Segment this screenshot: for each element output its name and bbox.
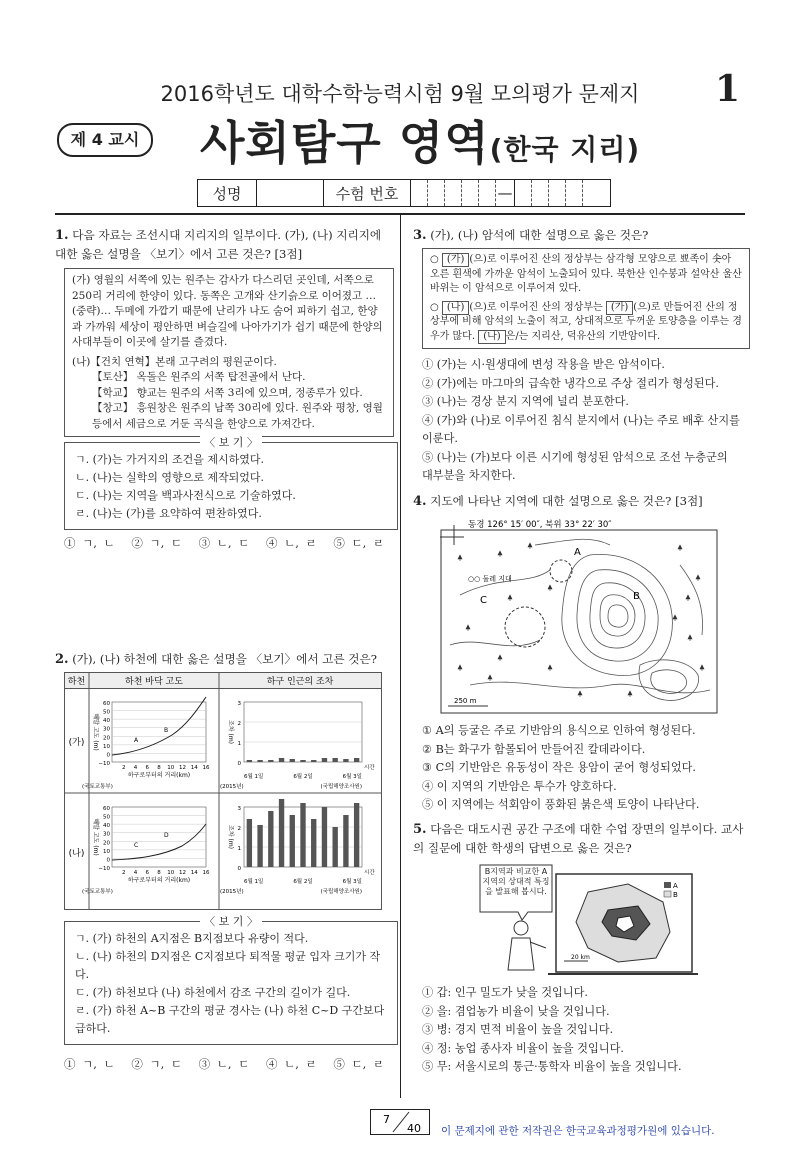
q2-tide-bar (354, 803, 359, 867)
q5-bubble: B지역과 비교한 A지역의 상대적 특징을 발표해 봅시다. (482, 867, 550, 896)
q2-tide-bar (247, 760, 252, 762)
q2-tide-date: 6월 3일 (342, 879, 362, 885)
q2-tide-ytick: 1 (237, 741, 241, 747)
q2-tide-date: 6월 1일 (244, 879, 264, 885)
q2-point-label: D (164, 832, 169, 839)
q3-option-2[interactable]: ② (가)에는 마그마의 급속한 냉각으로 주상 절리가 형성된다. (422, 376, 719, 390)
q2-source-left: (국토교통부) (82, 889, 113, 895)
q4-options (422, 722, 740, 815)
q2-profile-ytick: 40 (103, 823, 110, 830)
q2-tide-ytick: 1 (237, 846, 241, 852)
q2-profile-xtick: 10 (167, 870, 175, 876)
q2-number: 2. (55, 652, 69, 667)
q4-option-2[interactable]: ② B는 화구가 함몰되어 만들어진 칼데라이다. (422, 742, 646, 756)
q2-profile-xtick: 10 (167, 765, 175, 771)
q3-tag-ga: (가) (442, 253, 469, 267)
q3-stem-block (413, 226, 745, 245)
page-number: 1 (714, 68, 740, 110)
q1-bogi-item: ㄴ. (나)는 실학의 영향으로 제작되었다. (75, 471, 264, 484)
q1-bogi-item: ㄷ. (나)는 지역을 백과사전식으로 기술하였다. (75, 489, 296, 502)
exam-title: 2016학년도 대학수학능력시험 9월 모의평가 문제지 (160, 82, 640, 106)
q5-options (422, 984, 740, 1077)
q5-option-4[interactable]: ④ 정: 농업 종사자 비율이 높을 것입니다. (422, 1041, 624, 1055)
q2-tide-bar (290, 759, 295, 762)
q2-tide-date: 6월 2일 (293, 774, 313, 780)
q2-river-figure (64, 672, 382, 910)
q2-tide-bar (279, 799, 284, 867)
q4-topographic-map (440, 515, 718, 715)
q2-profile-line (112, 824, 206, 860)
q2-profile-ytick: 50 (103, 709, 110, 716)
q2-tide-ytick: 3 (237, 806, 241, 812)
column-divider (400, 213, 401, 1098)
q4-stem: 지도에 나타난 지역에 대한 설명으로 옳은 것은? [3점] (430, 494, 703, 508)
q2-profile-xtick: 2 (122, 765, 126, 771)
q2-tide-xlabel: 시간 (364, 765, 375, 771)
q2-bogi-box (64, 915, 398, 1045)
q2-tide-bar (290, 815, 295, 867)
name-exam-number-box (197, 179, 611, 207)
q2-tide-bar (354, 758, 359, 762)
q3-tag-ga-2: (가) (606, 301, 633, 315)
q1-box-na-title: (나)【건치 연혁】본래 고구려의 평원군이다. (72, 355, 277, 368)
q3-tag-na-2: (나) (478, 330, 505, 344)
q4-legend: ○○ 둘레 지대 (468, 575, 512, 583)
q2-row-na: (나) (68, 849, 85, 859)
q2-row-ga: (가) (68, 738, 85, 748)
q3-stem: (가), (나) 암석에 대한 설명으로 옳은 것은? (430, 228, 649, 242)
subject-title (200, 107, 640, 173)
q2-tide-bar (300, 803, 305, 867)
q4-option-3[interactable]: ③ C의 기반암은 유동성이 작은 용암이 굳어 형성되었다. (422, 761, 696, 774)
q2-profile-xtick: 14 (190, 870, 198, 876)
q2-tide-bar (333, 758, 338, 762)
q2-source-left: (국토교통부) (82, 784, 113, 790)
q2-choice-2[interactable]: ② ㄱ, ㄷ (131, 1057, 183, 1071)
q2-choice-4[interactable]: ④ ㄴ, ㄹ (265, 1057, 317, 1071)
q2-bogi-item: ㄷ. (가) 하천보다 (나) 하천에서 감조 구간의 길이가 길다. (75, 986, 351, 999)
q2-bogi-label: 〈 보 기 〉 (200, 915, 262, 928)
q2-profile-xtick: 6 (145, 765, 149, 771)
q1-choices (64, 535, 384, 551)
q2-profile-xtick: 16 (202, 765, 210, 771)
q2-tide-xlabel: 시간 (364, 870, 375, 876)
q2-profile-xlabel: 하구로부터의 거리(km) (127, 877, 191, 884)
q2-tide-date: 6월 1일 (244, 774, 264, 780)
q2-tide-year: (2015년) (220, 889, 244, 895)
q2-profile-ytick: 20 (103, 735, 110, 742)
exam-no-label: 수험 번호 (324, 180, 411, 206)
q4-label-a: A (574, 547, 581, 558)
q2-tide-chart (220, 701, 375, 790)
q2-choice-1[interactable]: ① ㄱ, ㄴ (64, 1057, 115, 1071)
q2-profile-chart (82, 806, 210, 895)
q2-profile-xtick: 8 (157, 870, 161, 876)
q2-choice-5[interactable]: ⑤ ㄷ, ㄹ (333, 1057, 384, 1071)
q2-profile-ytick: 50 (103, 814, 110, 821)
exam-no-dash: — (496, 180, 515, 206)
q1-choice-3[interactable]: ③ ㄴ, ㄷ (198, 536, 250, 550)
q2-profile-ytick: −10 (98, 761, 110, 767)
q3-box-1a: (으)로 이루어진 산의 정상부는 삼각형 모양으로 뾰족이 솟아 오른 흰색에 가까운 암석이 노출되어 있다. 북한산 인수봉과 설악산 울산 바위는 이 암석으로 이루어져 있다. (430, 254, 742, 294)
footer-page-box (370, 1109, 430, 1135)
q2-profile-xtick: 6 (145, 870, 149, 876)
q2-profile-xtick: 16 (202, 870, 210, 876)
q2-profile-ylabel: 해발 고도 (m) (92, 818, 99, 856)
q1-box-na-line: 【토산】 옥돌은 원주의 서쪽 탑전골에서 난다. (92, 371, 306, 383)
q1-bogi-box (64, 436, 398, 530)
q2-profile-ytick: 40 (103, 718, 110, 725)
footer-total: 40 (407, 1122, 421, 1135)
q3-box-2b: (으)로 만들어진 산의 정상부에 비해 암석의 노출이 적고, 상대적으로 두꺼운 토양층을 이루는 경우가 많다. (430, 301, 742, 342)
q2-source-right: (국립해양조사원) (320, 784, 362, 790)
q1-box-ga: (가) 영월의 서쪽에 있는 원주는 감사가 다스리던 곳인데, 서쪽으로 250리 거리에 한양이 있다. 동쪽은 고개와 산기슭으로 이어졌고 …(중략)… 두메에 가깝기 때문에 난리가 나도 숨어 피하기 쉽고, 한양과 가까워 세상이 평안하면 벼슬길에 나아가기가 쉽기 때문에 한양의 사대부들이 이곳에 살기를 즐겼다. (72, 274, 383, 348)
q2-tide-bar (322, 758, 327, 762)
q2-tide-ytick: 2 (237, 721, 241, 727)
q2-tide-bar (247, 819, 252, 867)
q2-profile-chart (82, 697, 210, 790)
copyright-notice: 이 문제지에 관한 저작권은 한국교육과정평가원에 있습니다. (441, 1125, 715, 1137)
q5-legend-b: B (673, 891, 678, 899)
q2-profile-xtick: 2 (122, 870, 126, 876)
q2-tide-bar (257, 760, 262, 762)
q2-header-tide: 하구 인근의 조차 (266, 677, 334, 687)
q3-box-item-2: ○ (나) (으)로 이루어진 산의 정상부는 (가) (으)로 만들어진 산의 정상부에 비해 암석의 노출이 적고, 상대적으로 두꺼운 토양층을 이루는 경우가 많다. (나) 은/는 지리산, 덕유산의 기반암이다. (430, 301, 742, 342)
q2-bogi-item: ㄱ. (가) 하천의 A지점은 B지점보다 유량이 적다. (75, 932, 309, 945)
q2-profile-line (112, 697, 206, 755)
q2-tide-bar (311, 760, 316, 762)
q5-option-5[interactable]: ⑤ 무: 서울시로의 통근·통학자 비율이 높을 것입니다. (422, 1060, 682, 1073)
q2-tide-bar (268, 760, 273, 762)
q2-profile-ytick: 60 (103, 701, 110, 707)
q5-number: 5. (413, 822, 427, 837)
q5-stem: 다음은 대도시권 공간 구조에 대한 수업 장면의 일부이다. 교사의 질문에 대한 학생의 답변으로 옳은 것은? (413, 822, 744, 855)
q5-legend-a: A (673, 882, 678, 890)
q4-option-5[interactable]: ⑤ 이 지역에는 석회암이 풍화된 붉은색 토양이 나타난다. (422, 798, 700, 811)
q4-scale: 250 m (454, 697, 477, 705)
q3-box-2a: (으)로 이루어진 산의 정상부는 (469, 301, 603, 313)
q2-bogi-item: ㄹ. (가) 하천 A~B 구간의 평균 경사는 (나) 하천 C~D 구간보다 급하다. (75, 1004, 385, 1035)
teacher-figure (508, 921, 546, 970)
q5-classroom-figure (478, 862, 700, 978)
name-label: 성명 (198, 180, 257, 206)
q2-tide-bar (333, 827, 338, 867)
q2-point-label: C (134, 842, 139, 849)
q2-tide-date: 6월 3일 (342, 774, 362, 780)
q4-number: 4. (413, 494, 427, 509)
q2-profile-ytick: −10 (98, 866, 110, 872)
q5-option-3[interactable]: ③ 병: 경지 면적 비율이 높을 것입니다. (422, 1023, 614, 1036)
q4-option-4[interactable]: ④ 이 지역의 기반암은 투수가 양호하다. (422, 779, 617, 793)
q1-choice-4[interactable]: ④ ㄴ, ㄹ (265, 536, 317, 550)
q3-number: 3. (413, 228, 427, 243)
q3-tag-na: (나) (442, 301, 469, 315)
q2-tide-year: (2015년) (220, 784, 244, 790)
q2-stem-block (55, 650, 391, 669)
q3-option-3[interactable]: ③ (나)는 경상 분지 지역에 널리 분포한다. (422, 395, 629, 408)
q2-header-river: 하천 (67, 677, 86, 687)
q4-label-c: C (480, 595, 487, 606)
q1-number: 1. (55, 228, 69, 243)
q2-tide-bar (279, 758, 284, 762)
q2-tide-bar (343, 815, 348, 867)
q1-source-box (64, 268, 394, 437)
q2-tide-bar (322, 807, 327, 867)
q2-profile-ytick: 10 (103, 743, 110, 750)
q3-rock-box (422, 248, 750, 349)
q2-tide-bar (311, 819, 316, 867)
q3-box-2c: 은/는 지리산, 덕유산의 기반암이다. (505, 330, 661, 342)
q5-option-2[interactable]: ② 을: 겸업농가 비율이 낮을 것입니다. (422, 1004, 610, 1018)
q2-bogi-item: ㄴ. (나) 하천의 D지점은 C지점보다 퇴적물 평균 입자 크기가 작다. (75, 950, 381, 981)
q2-profile-ytick: 0 (106, 857, 110, 864)
q3-box-item-1: ○ (가) (으)로 이루어진 산의 정상부는 삼각형 모양으로 뾰족이 솟아 오른 흰색에 가까운 암석이 노출되어 있다. 북한산 인수봉과 설악산 울산 바위는 이 암석으로 이루어져 있다. (430, 254, 742, 294)
q1-box-na-line: 【창고】 흥원창은 원주의 남쪽 30리에 있다. 원주와 평창, 영월 등에서 세금으로 거둔 곡식을 한양으로 가져간다. (92, 402, 383, 430)
q2-header-elevation: 하천 바닥 고도 (125, 677, 183, 687)
q2-tide-chart (220, 799, 375, 895)
q2-tide-bar (268, 811, 273, 867)
q3-option-5[interactable]: ⑤ (나)는 (가)보다 이른 시기에 형성된 암석으로 조선 누층군의 대부분을 차지한다. (422, 450, 728, 482)
q2-tide-ylabel: 조차 (m) (227, 824, 234, 850)
q4-stem-block (413, 492, 745, 511)
q2-profile-ytick: 10 (103, 848, 110, 855)
q2-tide-ytick: 0 (237, 866, 241, 872)
q2-source-right: (국립해양조사원) (320, 889, 362, 895)
q2-profile-xtick: 12 (179, 765, 186, 771)
exam-no-field[interactable] (583, 180, 593, 206)
q1-bogi-label: 〈 보 기 〉 (200, 436, 262, 449)
q5-stem-block (413, 820, 745, 857)
q2-profile-ytick: 30 (103, 726, 110, 733)
q5-option-1[interactable]: ① 갑: 인구 밀도가 낮을 것입니다. (422, 986, 588, 999)
q2-tide-ytick: 0 (237, 761, 241, 767)
period-badge: 제 4 교시 (57, 123, 153, 157)
q2-profile-ytick: 30 (103, 831, 110, 838)
q2-point-label: B (164, 727, 169, 734)
q2-profile-xtick: 4 (133, 870, 138, 876)
q2-tide-ytick: 3 (237, 701, 241, 707)
q2-profile-xtick: 12 (179, 870, 186, 876)
q2-stem: (가), (나) 하천에 대한 옳은 설명을 〈보기〉에서 고른 것은? (72, 652, 377, 666)
q2-choices (64, 1056, 384, 1072)
q2-profile-xlabel: 하구로부터의 거리(km) (127, 772, 191, 779)
q2-tide-bar (300, 760, 305, 762)
q4-coord: 동경 126° 15′ 00″, 북위 33° 22′ 30″ (468, 520, 612, 530)
q2-choice-3[interactable]: ③ ㄴ, ㄷ (198, 1057, 250, 1071)
q2-profile-ytick: 60 (103, 806, 110, 812)
q1-choice-5[interactable]: ⑤ ㄷ, ㄹ (333, 536, 384, 550)
subject-sub: (한국 지리) (489, 133, 641, 166)
q2-profile-ytick: 0 (106, 752, 110, 759)
q1-bogi-item: ㄹ. (나)는 (가)를 요약하여 편찬하였다. (75, 507, 262, 520)
q2-profile-ylabel: 해발 고도 (m) (92, 713, 99, 751)
q2-tide-ytick: 2 (237, 826, 241, 832)
q2-tide-ylabel: 조차 (m) (227, 719, 234, 745)
q2-profile-xtick: 14 (190, 765, 198, 771)
q1-box-na-lines (72, 370, 386, 432)
footer-page: 7 (383, 1113, 390, 1126)
q1-box-na-line: 【학교】 향교는 원주의 서쪽 3리에 있으며, 정종루가 있다. (92, 386, 363, 399)
q2-profile-ytick: 20 (103, 840, 110, 847)
q3-option-1[interactable]: ① (가)는 시·원생대에 변성 작용을 받은 암석이다. (422, 358, 665, 371)
q1-choice-2[interactable]: ② ㄱ, ㄷ (131, 536, 183, 550)
q2-point-label: A (134, 737, 139, 744)
q2-tide-bar (343, 759, 348, 762)
q1-choice-1[interactable]: ① ㄱ, ㄴ (64, 536, 115, 550)
q2-profile-xtick: 8 (157, 765, 161, 771)
q1-stem: 다음 자료는 조선시대 지리지의 일부이다. (가), (나) 지리지에 대한 옳은 설명을 〈보기〉에서 고른 것은? [3점] (55, 228, 382, 261)
q5-scale: 20 km (571, 954, 590, 961)
q2-tide-date: 6월 2일 (293, 879, 313, 885)
q2-tide-bar (257, 825, 262, 867)
q3-option-4[interactable]: ④ (가)와 (나)로 이루어진 침식 분지에서 (나)는 주로 배후 산지를 이룬다. (422, 413, 740, 445)
q4-label-b: B (633, 591, 640, 602)
q2-profile-xtick: 4 (133, 765, 138, 771)
q1-stem-block (55, 226, 391, 263)
q4-option-1[interactable]: ① A의 등굴은 주로 기반암의 용식으로 인하여 형성된다. (422, 724, 696, 737)
q3-options (422, 356, 740, 486)
subject-main: 사회탐구 영역 (200, 116, 490, 170)
name-field[interactable] (257, 180, 324, 206)
q1-bogi-item: ㄱ. (가)는 가거지의 조건을 제시하였다. (75, 453, 264, 466)
